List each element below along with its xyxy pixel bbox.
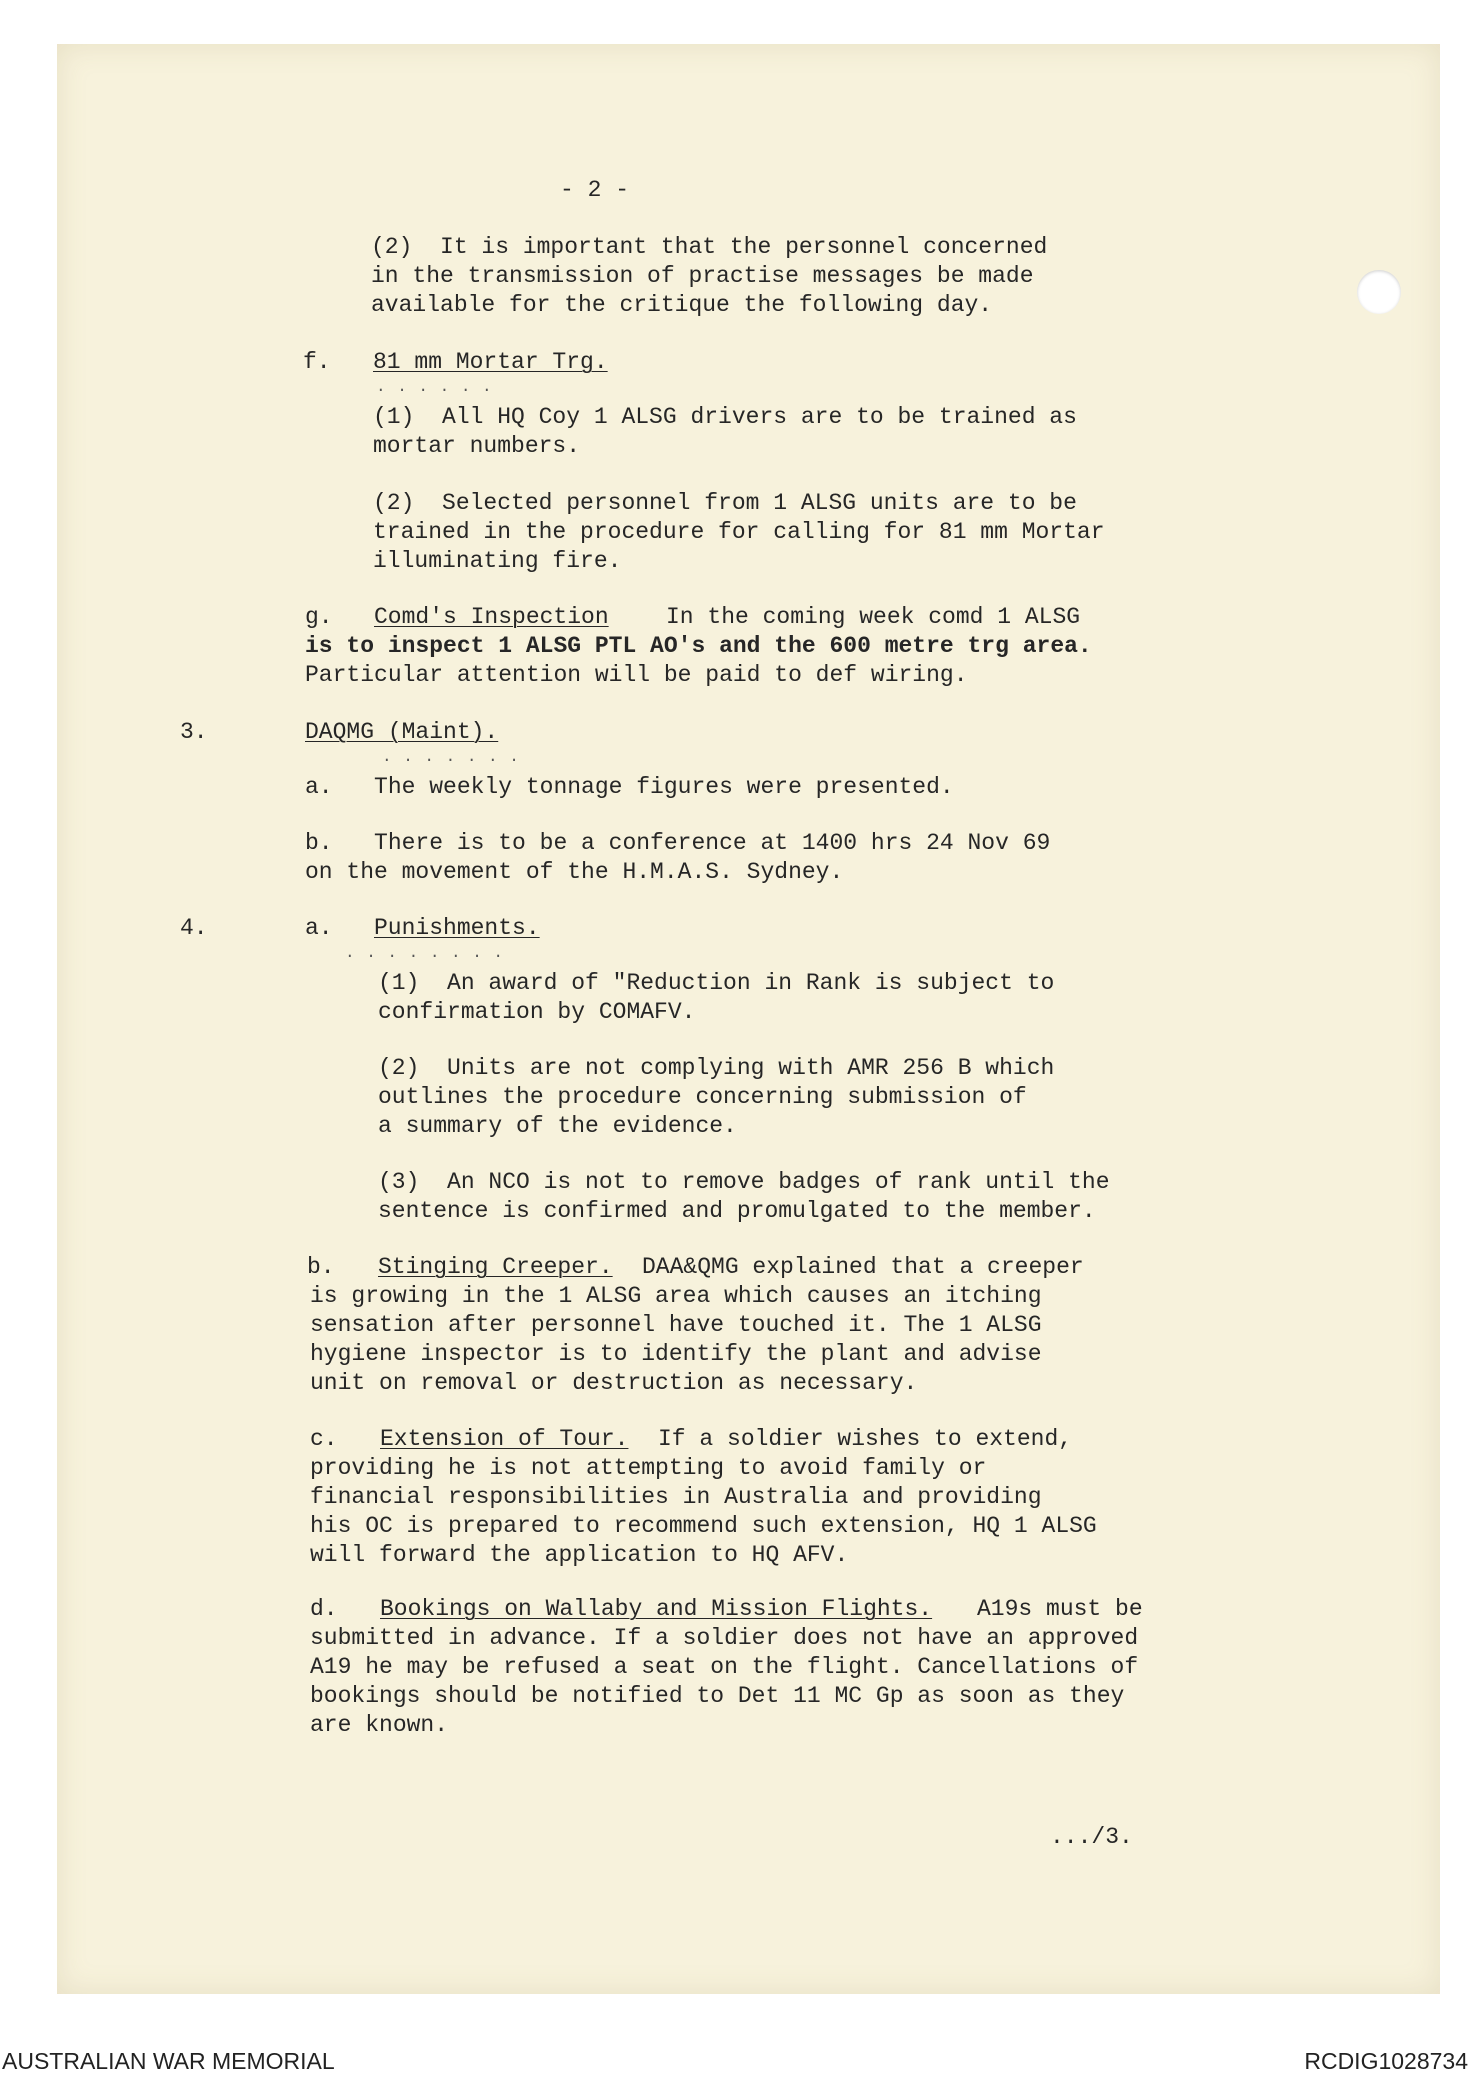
para-2g-line-1: In the coming week comd 1 ALSG [666, 604, 1081, 630]
para-3-number: 3. [180, 719, 208, 745]
para-2f-letter: f. [303, 349, 331, 375]
para-4c-line-3: financial responsibilities in Australia and providing [310, 1484, 1042, 1510]
para-4d-line-3: A19 he may be refused a seat on the flight. Cancellations of [310, 1654, 1139, 1680]
para-4c-first-line: If a soldier wishes to extend, [658, 1426, 1073, 1452]
para-4a-item-2-line-2: outlines the procedure concerning submission of [378, 1084, 1027, 1110]
para-4a-item-3-line-2: sentence is confirmed and promulgated to the member. [378, 1198, 1096, 1224]
punch-hole [1357, 270, 1401, 314]
para-2f-item-2-line-1: (2) Selected personnel from 1 ALSG units are to be [373, 490, 1077, 516]
para-2g-heading: Comd's Inspection [374, 604, 609, 630]
para-4a-item-1-line-2: confirmation by COMAFV. [378, 999, 696, 1025]
para-3b-line-2: on the movement of the H.M.A.S. Sydney. [305, 859, 844, 885]
para-4b-letter: b. [307, 1254, 335, 1280]
para-4b-line-2: is growing in the 1 ALSG area which causes an itching [310, 1283, 1042, 1309]
para-4a-item-2-line-1: (2) Units are not complying with AMR 256 B which [378, 1055, 1055, 1081]
para-2g-line-3: Particular attention will be paid to def wiring. [305, 662, 968, 688]
para-4c-heading: Extension of Tour. [380, 1426, 629, 1452]
para-4c-line-4: his OC is prepared to recommend such extension, HQ 1 ALSG [310, 1513, 1097, 1539]
para-2f-item-1-line-2: mortar numbers. [373, 433, 581, 459]
para-4d-line-4: bookings should be notified to Det 11 MC Gp as soon as they [310, 1683, 1125, 1709]
dotted-mark: . . . . . . [376, 378, 493, 396]
para-4d-letter: d. [310, 1596, 338, 1622]
dotted-mark: . . . . . . . . [345, 944, 505, 962]
footer-archive-name: AUSTRALIAN WAR MEMORIAL [2, 2048, 335, 2074]
para-4a-item-2-line-3: a summary of the evidence. [378, 1113, 737, 1139]
continuation-marker: .../3. [1050, 1824, 1133, 1850]
para-2f-heading: 81 mm Mortar Trg. [373, 349, 608, 375]
para-2f-item-2-line-3: illuminating fire. [373, 548, 622, 574]
para-3b-line-1: b. There is to be a conference at 1400 hrs 24 Nov 69 [305, 830, 1051, 856]
para-3-heading: DAQMG (Maint). [305, 719, 499, 745]
para-4d-first-line: A19s must be [977, 1596, 1143, 1622]
para-4b-line-5: unit on removal or destruction as necessary. [310, 1370, 918, 1396]
para-4d-line-2: submitted in advance. If a soldier does not have an approved [310, 1625, 1139, 1651]
para-4-number: 4. [180, 915, 208, 941]
para-2e-item-2-line-1: (2) It is important that the personnel concerned [371, 234, 1048, 260]
para-2e-item-2-line-3: available for the critique the following day. [371, 292, 993, 318]
para-2f-item-1-line-1: (1) All HQ Coy 1 ALSG drivers are to be trained as [373, 404, 1077, 430]
para-3a: a. The weekly tonnage figures were presented. [305, 774, 954, 800]
para-4d-heading: Bookings on Wallaby and Mission Flights. [380, 1596, 933, 1622]
para-4c-line-2: providing he is not attempting to avoid family or [310, 1455, 987, 1481]
para-2g-letter: g. [305, 604, 333, 630]
para-2f-item-2-line-2: trained in the procedure for calling for 81 mm Mortar [373, 519, 1105, 545]
para-4b-heading: Stinging Creeper. [378, 1254, 613, 1280]
para-4a-letter: a. [305, 915, 333, 941]
para-4c-line-5: will forward the application to HQ AFV. [310, 1542, 849, 1568]
para-2e-item-2-line-2: in the transmission of practise messages be made [371, 263, 1034, 289]
para-4d-line-5: are known. [310, 1712, 449, 1738]
para-2g-line-2: is to inspect 1 ALSG PTL AO's and the 600 metre trg area. [305, 633, 1092, 659]
para-4b-line-4: hygiene inspector is to identify the plant and advise [310, 1341, 1042, 1367]
page-number: - 2 - [560, 177, 630, 203]
footer-record-id: RCDIG1028734 [1304, 2048, 1468, 2074]
para-4a-item-3-line-1: (3) An NCO is not to remove badges of rank until the [378, 1169, 1110, 1195]
para-4b-first-line: DAA&QMG explained that a creeper [642, 1254, 1084, 1280]
para-4c-letter: c. [310, 1426, 338, 1452]
para-4a-item-1-line-1: (1) An award of "Reduction in Rank is subject to [378, 970, 1055, 996]
dotted-mark: . . . . . . . [382, 748, 520, 766]
para-4b-line-3: sensation after personnel have touched it. The 1 ALSG [310, 1312, 1042, 1338]
para-4a-heading: Punishments. [374, 915, 540, 941]
